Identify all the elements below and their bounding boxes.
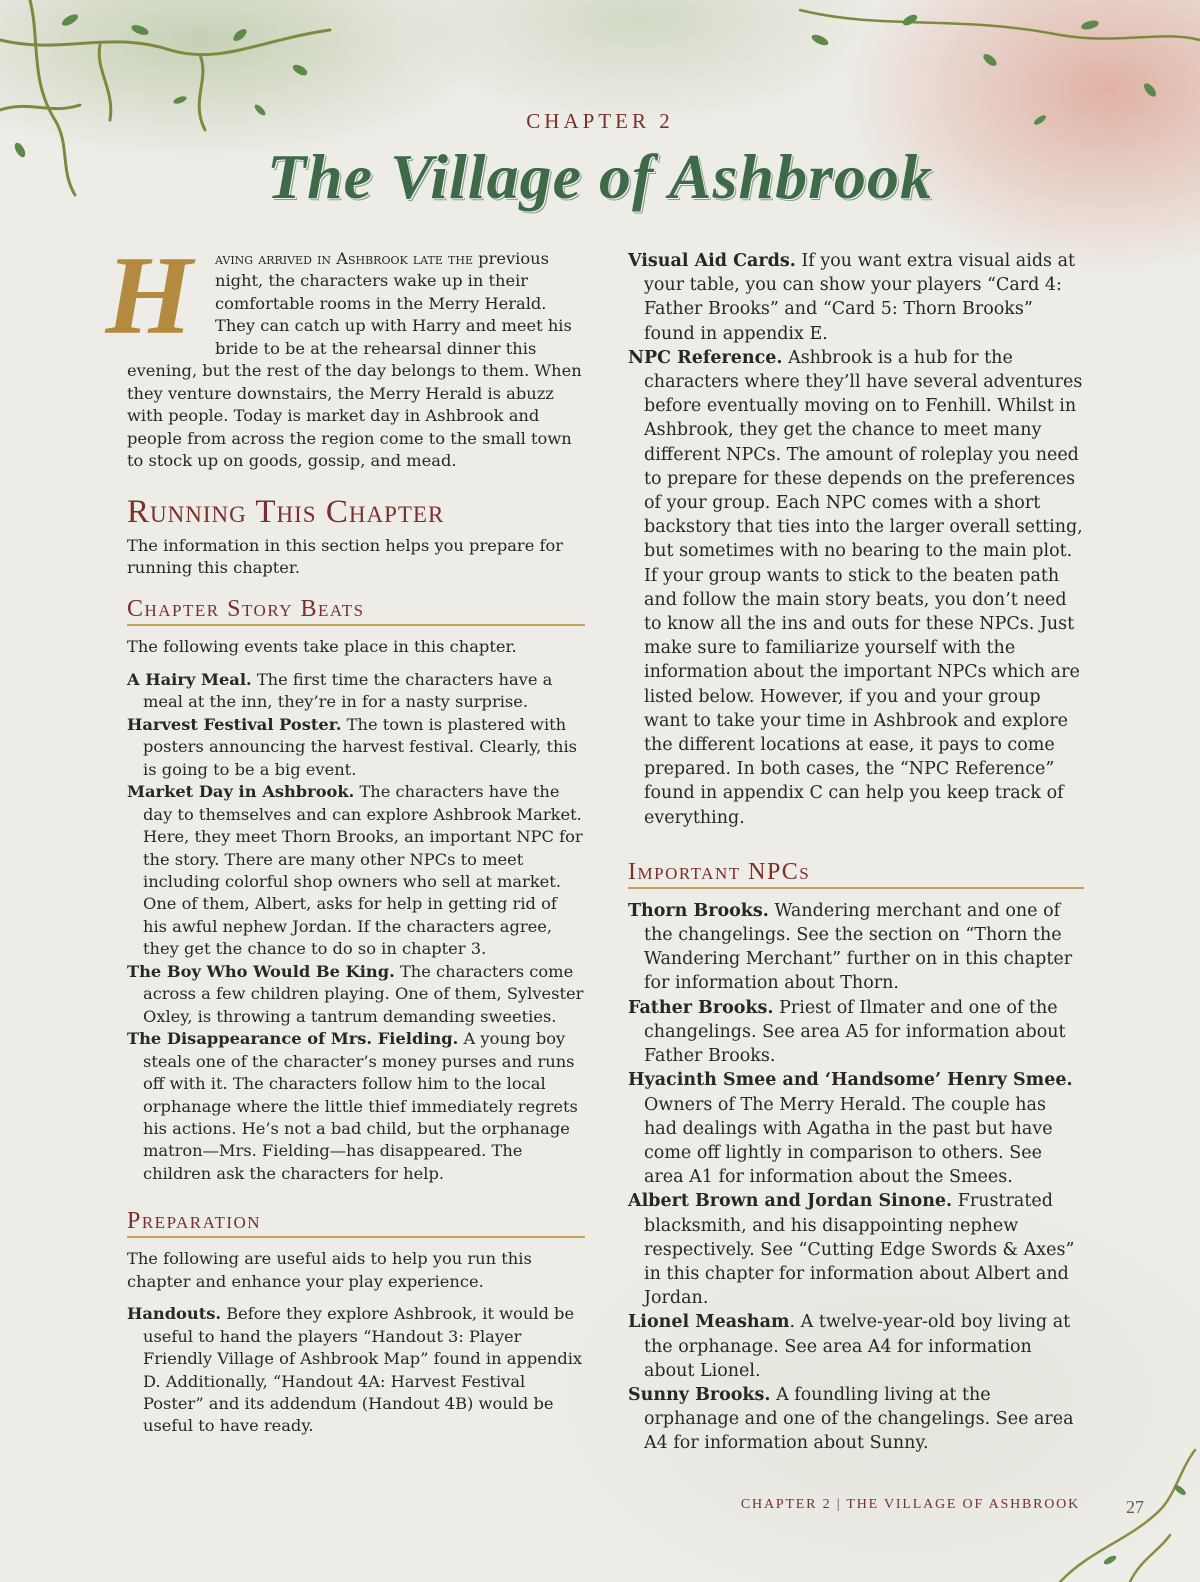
list-item <box>127 669 585 714</box>
intro-lead: aving arrived in Ashbrook late the <box>215 249 473 268</box>
npcs-heading: Important NPCs <box>628 858 1084 889</box>
list-item <box>628 1310 1084 1383</box>
list-item <box>127 781 585 961</box>
item-term: NPC Reference. <box>628 347 783 368</box>
list-item <box>127 714 585 781</box>
item-text: The characters come across a few children playing. One of them, Sylvester Oxley, is throwing a tantrum demanding sweeties. <box>143 961 584 1026</box>
left-column <box>105 234 585 1438</box>
page-title: The Village of Ashbrook <box>266 141 934 212</box>
list-item <box>628 996 1084 1069</box>
running-heading: Running This Chapter <box>127 493 445 530</box>
item-text: If you want extra visual aids at your table, you can show your players “Card 4: Father Brooks” and “Card 5: Thorn Brooks” found in appendix E. <box>644 251 1076 344</box>
item-term: The Boy Who Would Be King. <box>127 961 395 981</box>
intro-body: previous night, the characters wake up in their comfortable rooms in the Merry Herald. They can catch up with Harry and meet his bride to be at the rehearsal dinner this evening, but the rest of the day belongs to them. When they venture downstairs, the Merry Herald is abuzz with people. Today is market day in Ashbrook and people from across the region come to the small town to stock up on goods, gossip, and mead. <box>127 249 582 471</box>
preparation-heading: Preparation <box>127 1207 585 1238</box>
story-beats-list <box>127 669 585 1185</box>
item-term: Thorn Brooks. <box>628 900 769 921</box>
item-text: Wandering merchant and one of the changelings. See the section on “Thorn the Wandering Merchant” further on in this chapter for information about Thorn. <box>644 900 1073 994</box>
intro-paragraph <box>105 234 585 473</box>
item-term: Father Brooks. <box>628 997 774 1018</box>
story-beats-intro: The following events take place in this chapter. <box>127 637 517 657</box>
drop-cap: H <box>105 234 193 358</box>
story-beats-heading: Chapter Story Beats <box>127 595 585 626</box>
item-term: Albert Brown and Jordan Sinone. <box>628 1191 953 1212</box>
item-text: The town is plastered with posters announcing the harvest festival. Clearly, this is going to be a big event. <box>143 714 578 779</box>
list-item <box>127 961 585 1028</box>
list-item <box>628 1383 1084 1456</box>
preparation-intro: The following are useful aids to help you run this chapter and enhance your play experience. <box>127 1249 532 1291</box>
chapter-label: CHAPTER 2 <box>526 109 674 133</box>
item-term: Sunny Brooks. <box>628 1384 771 1405</box>
item-term: A Hairy Meal. <box>127 669 252 689</box>
page-number: 27 <box>1126 1497 1144 1517</box>
item-term: Lionel Measham <box>628 1312 790 1333</box>
item-term: Handouts. <box>127 1304 222 1324</box>
item-text: Before they explore Ashbrook, it would be useful to hand the players “Handout 3: Player Friendly Village of Ashbrook Map” found in appendix D. Additionally, “Handout 4A: Harvest Festival Poster” and its addendum (Handout 4B) would be useful to have ready. <box>143 1304 583 1436</box>
item-text: A young boy steals one of the character’s money purses and runs off with it. The characters follow him to the local orphanage where the little thief immediately regrets his actions. He’s not a bad child, but the orphanage matron—Mrs. Fielding—has disappeared. The children ask the characters for help. <box>143 1029 578 1183</box>
running-text: The information in this section helps you prepare for running this chapter. <box>127 535 564 577</box>
item-text: Frustrated blacksmith, and his disappointing nephew respectively. See “Cutting Edge Swords & Axes” in this chapter for information about Albert and Jordan. <box>644 1191 1075 1309</box>
preparation-list-start <box>127 1303 585 1438</box>
item-text: A foundling living at the orphanage and one of the changelings. See area A4 for information about Sunny. <box>644 1384 1074 1454</box>
right-column <box>628 249 1084 1456</box>
list-item <box>628 1068 1084 1189</box>
item-text: . A twelve-year-old boy living at the orphanage. See area A4 for information about Lionel. <box>644 1312 1071 1381</box>
list-item <box>628 1189 1084 1310</box>
item-term: The Disappearance of Mrs. Fielding. <box>127 1029 459 1049</box>
list-item <box>628 346 1084 830</box>
list-item <box>127 1303 585 1438</box>
item-term: Market Day in Ashbrook. <box>127 782 355 802</box>
item-term: Visual Aid Cards. <box>628 251 796 271</box>
item-text: Priest of Ilmater and one of the changelings. See area A5 for information about Father Brooks. <box>644 997 1066 1067</box>
list-item <box>127 1028 585 1185</box>
list-item <box>628 899 1084 996</box>
item-term: Harvest Festival Poster. <box>127 714 342 734</box>
item-text: The characters have the day to themselves and can explore Ashbrook Market. Here, they meet Thorn Brooks, an important NPC for the story. There are many other NPCs to meet including colorful shop owners who sell at market. One of them, Albert, asks for help in getting rid of his awful nephew Jordan. If the characters agree, they get the chance to do so in chapter 3. <box>143 782 583 959</box>
item-text: Owners of The Merry Herald. The couple has had dealings with Agatha in the past but have come off lightly in comparison to others. See area A1 for information about the Smees. <box>644 1094 1053 1188</box>
running-head: CHAPTER 2 | THE VILLAGE OF ASHBROOK <box>740 1497 1080 1512</box>
list-item <box>628 249 1084 346</box>
item-term: Hyacinth Smee and ‘Handsome’ Henry Smee. <box>628 1070 1073 1091</box>
item-text: The first time the characters have a meal at the inn, they’re in for a nasty surprise. <box>143 669 553 712</box>
item-text: Ashbrook is a hub for the characters where they’ll have several adventures before eventually moving on to Fenhill. Whilst in Ashbrook, they get the chance to meet many different NPCs. The amount of roleplay you need to prepare for these depends on the preferences of your group. Each NPC comes with a short backstory that ties into the larger overall setting, but sometimes with no bearing to the main plot. If your group wants to stick to the beaten path and follow the main story beats, you don’t need to know all the ins and outs for these NPCs. Just make sure to familiarize yourself with the information about the important NPCs which are listed below. However, if you and your group want to take your time in Ashbrook and explore the different locations at ease, it pays to come prepared. In both cases, the “NPC Reference” found in appendix C can help you keep track of everything. <box>644 347 1083 828</box>
